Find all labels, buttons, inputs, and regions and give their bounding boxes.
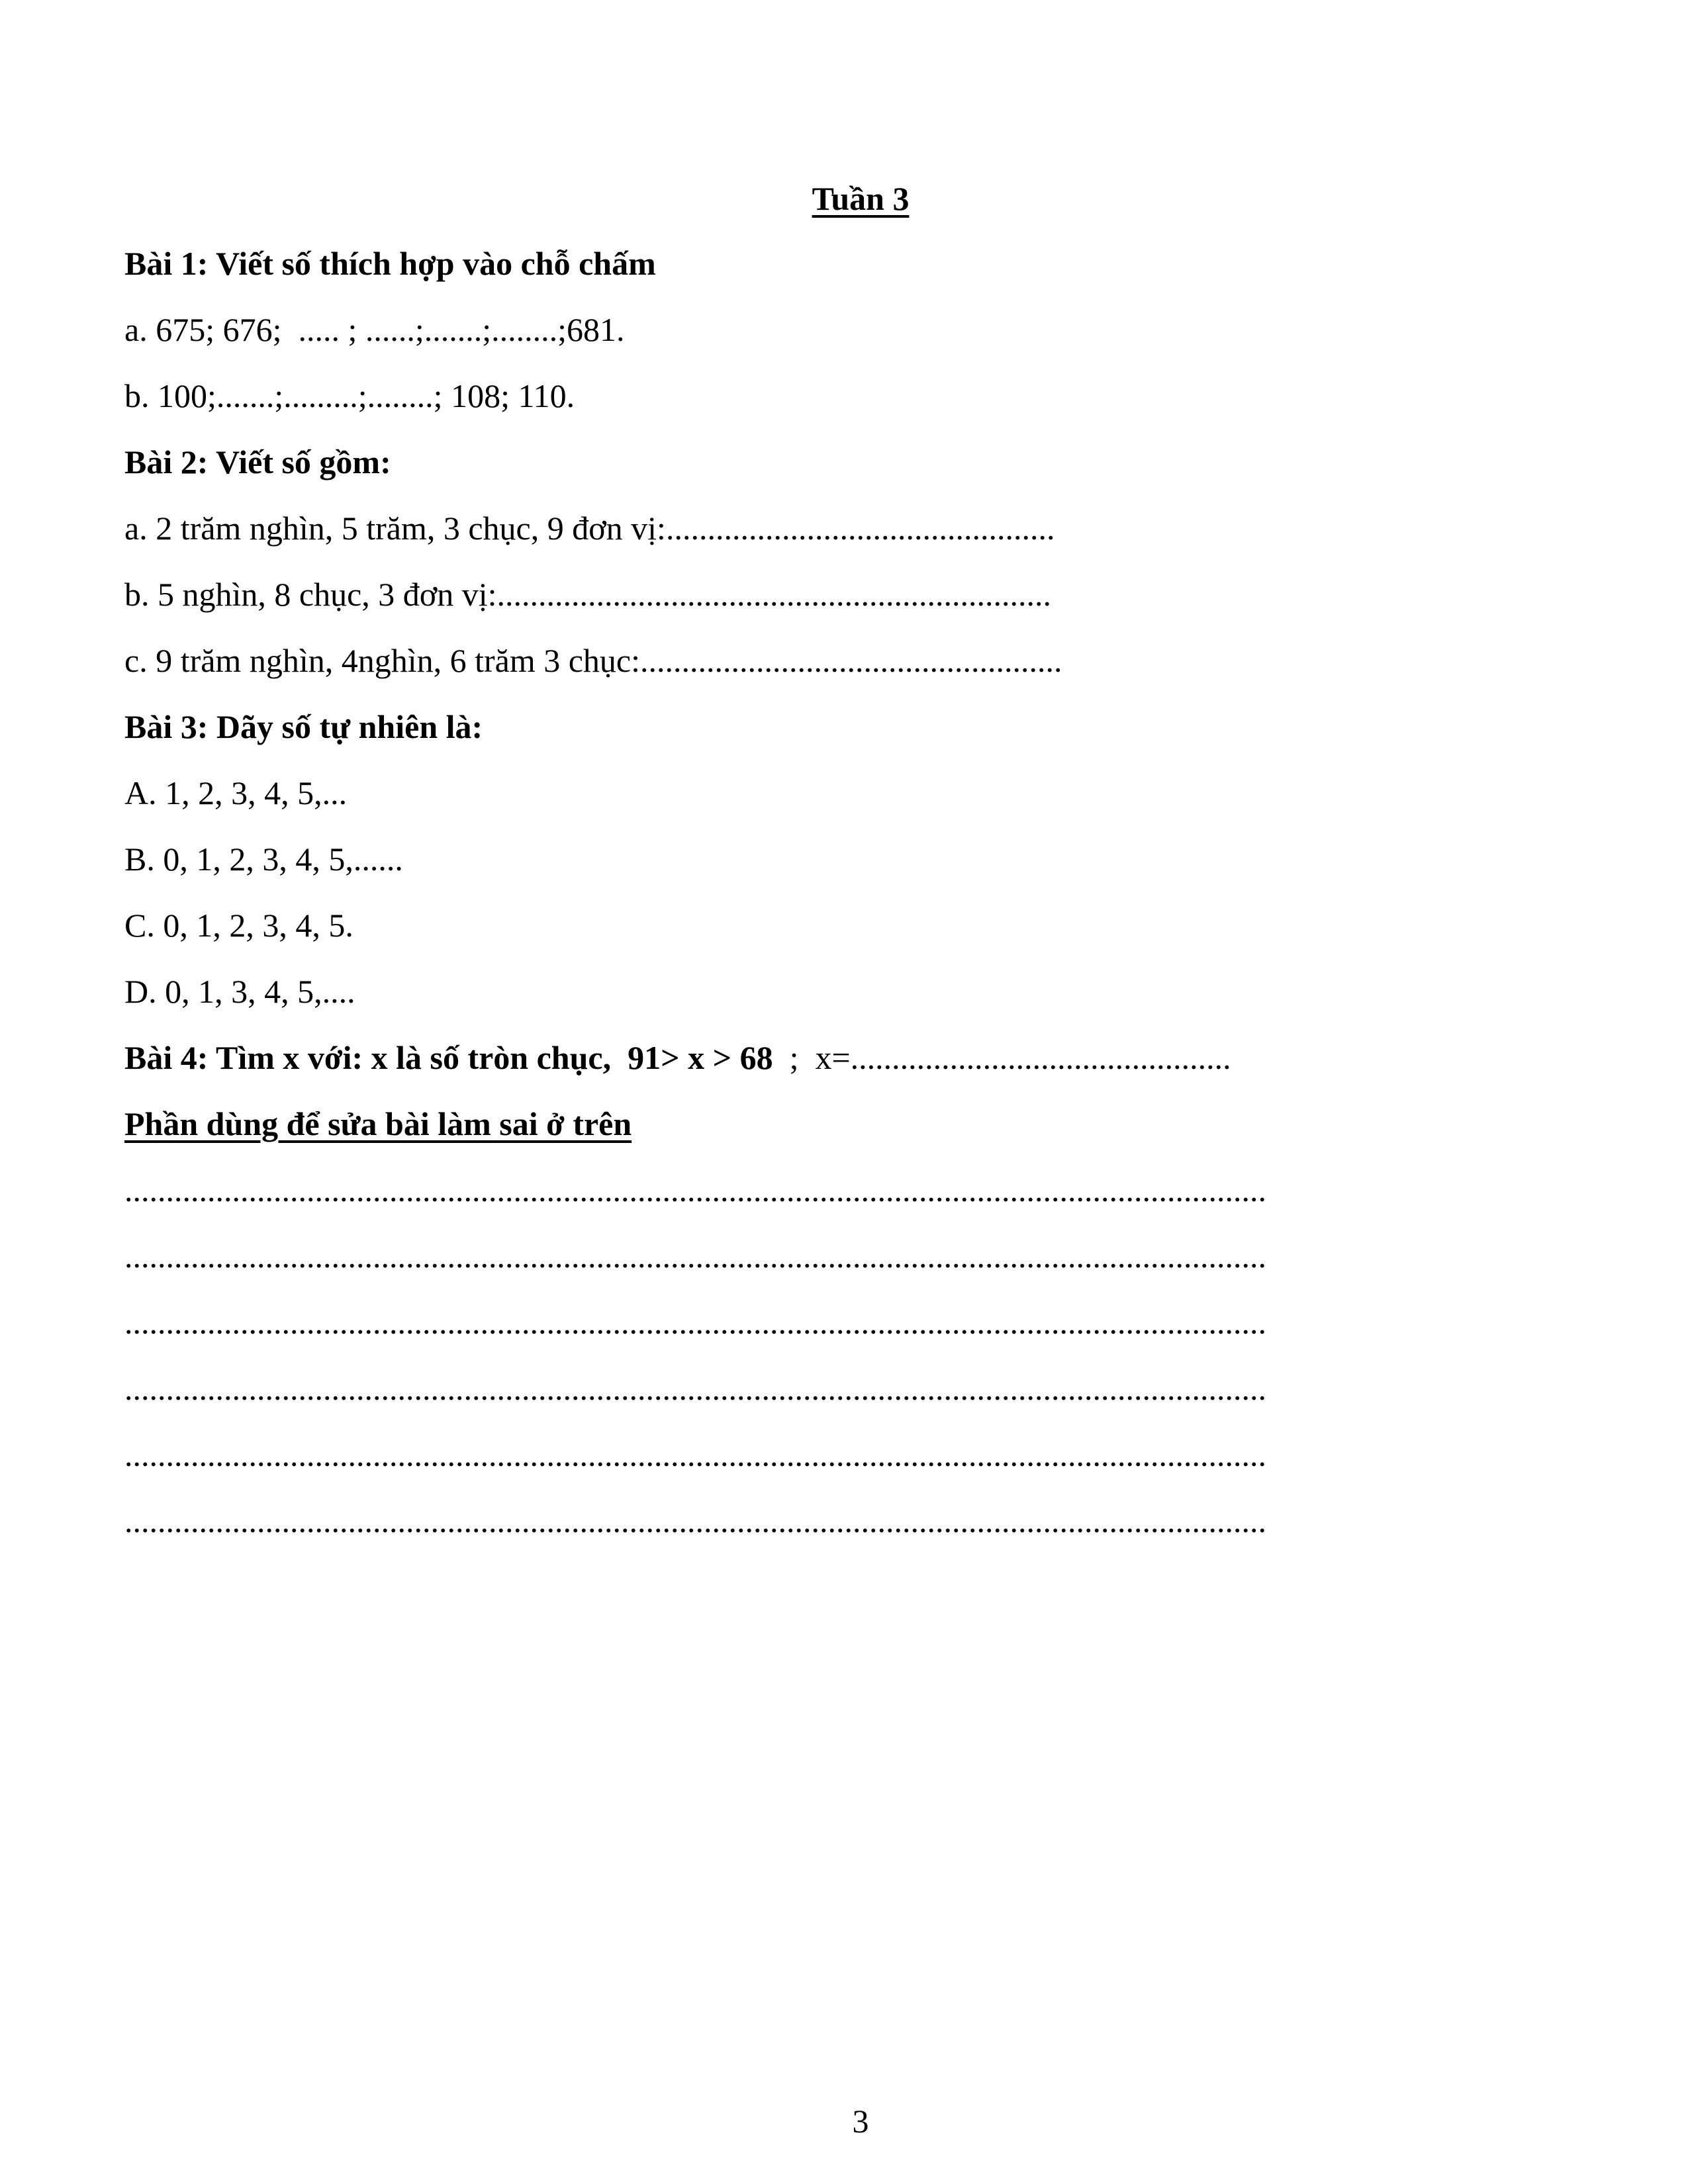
exercise-1-item-b: b. 100;.......;.........;........; 108; 110. xyxy=(124,377,575,414)
exercise-4-heading: Bài 4: Tìm x với: x là số tròn chục, 91> x > 68 xyxy=(124,1039,773,1076)
exercise-2-item-c: c. 9 trăm nghìn, 4nghìn, 6 trăm 3 chục:................................................... xyxy=(124,642,1062,679)
exercise-3-option-d: D. 0, 1, 3, 4, 5,.... xyxy=(124,973,355,1010)
exercise-2-item-a: a. 2 trăm nghìn, 5 trăm, 3 chục, 9 đơn vị:............................................... xyxy=(124,510,1055,547)
page-number: 3 xyxy=(852,2103,869,2140)
page-title: Tuần 3 xyxy=(812,180,910,217)
exercise-1-heading: Bài 1: Viết số thích hợp vào chỗ chấm xyxy=(124,245,656,282)
correction-line: .......................................................................................................................................... xyxy=(124,1238,1266,1275)
correction-line: .......................................................................................................................................... xyxy=(124,1171,1266,1208)
exercise-1-item-a: a. 675; 676; ..... ; ......;.......;........;681. xyxy=(124,311,625,348)
exercise-4-answer: ; x=.............................................. xyxy=(773,1039,1231,1076)
exercise-3-option-c: C. 0, 1, 2, 3, 4, 5. xyxy=(124,907,353,944)
exercise-4-row xyxy=(124,1038,1231,1077)
correction-line: .......................................................................................................................................... xyxy=(124,1436,1266,1473)
exercise-3-heading: Bài 3: Dãy số tự nhiên là: xyxy=(124,708,483,745)
corrections-heading: Phần dùng để sửa bài làm sai ở trên xyxy=(124,1105,632,1142)
exercise-3-option-b: B. 0, 1, 2, 3, 4, 5,...... xyxy=(124,841,403,878)
correction-line: .......................................................................................................................................... xyxy=(124,1304,1266,1341)
correction-line: .......................................................................................................................................... xyxy=(124,1502,1266,1539)
exercise-2-item-b: b. 5 nghìn, 8 chục, 3 đơn vị:................................................................... xyxy=(124,576,1051,613)
exercise-2-heading: Bài 2: Viết số gồm: xyxy=(124,443,391,480)
correction-line: .......................................................................................................................................... xyxy=(124,1370,1266,1407)
exercise-3-option-a: A. 1, 2, 3, 4, 5,... xyxy=(124,774,348,811)
